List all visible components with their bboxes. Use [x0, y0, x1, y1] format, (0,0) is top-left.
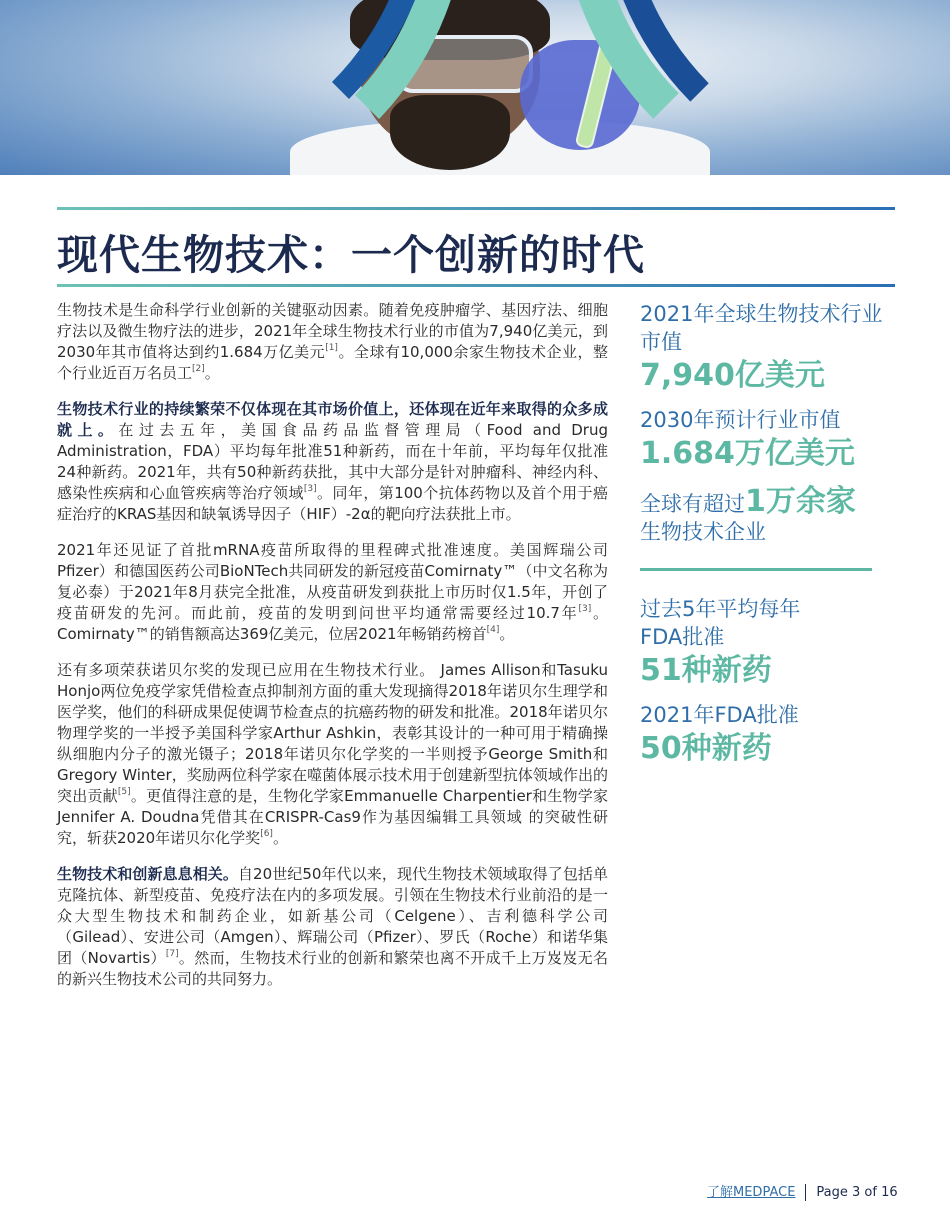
paragraph-3: 2021年还见证了首批mRNA疫苗所取得的里程碑式批准速度。美国辉瑞公司Pfizer）和德国医药公司BioNTech共同研发的新冠疫苗Comirnaty™（中文名称为复必泰）于2021年8月获完全批准，从疫苗研发到获批上市历时仅1.5年，开创了疫苗研发的先河。而此前，疫苗的发明到问世平均通常需要经过10.7年[3]。Comirnaty™的销售额高达369亿美元，位居2021年畅销药榜首[4]。 — [57, 541, 608, 643]
footer-divider — [805, 1184, 806, 1201]
paragraph-2: 生物技术行业的持续繁荣不仅体现在其市场价值上，还体现在近年来取得的众多成就上。在过去五年，美国食品药品监督管理局（Food and Drug Administration，FDA）平均每年批准51种新药，而在十年前，平均每年仅批准24种新药。2021年，共有50种新药获批，其中大部分是针对肿瘤科、神经内科、感染性疾病和心血管疾病等治疗领域[3]。同年，第100个抗体药物以及首个用于癌症治疗的KRAS基因和缺氧诱导因子（HIF）-2α的靶向疗法获批上市。 — [57, 400, 608, 523]
stat-market-2030-value: 1.684万亿美元 — [640, 436, 855, 471]
citation[interactable]: [7] — [165, 949, 179, 959]
lead-sentence: 生物技术和创新息息相关。 — [57, 865, 238, 883]
paragraph-4: 还有多项荣获诺贝尔奖的发现已应用在生物技术行业。 James Allison和Tasuku Honjo两位免疫学家凭借检查点抑制剂方面的重大发现摘得2018年诺贝尔生理学和医学奖，他们的科研成果促使调节检查点的抗癌药物的研发和批准。2018年诺贝尔物理学奖的一半授予美国科学家Arthur Ashkin，表彰其设计的一种可用于精确操纵细胞内分子的激光镊子；2018年诺贝尔化学奖的一半则授予George Smith和Gregory Winter，奖励两位科学家在噬菌体展示技术用于创建新型抗体领域作出的突出贡献[5]。更值得注意的是，生物化学家Emmanuelle Charpentier和生物学家Jennifer A. Doudna凭借其在CRISPR-Cas9作为基因编辑工具领域 的突破性研究，斩获2020年诺贝尔化学奖[6]。 — [57, 661, 608, 847]
citation[interactable]: [5] — [117, 787, 131, 797]
stats-sidebar — [640, 300, 900, 779]
citation[interactable]: [2] — [192, 364, 205, 374]
stat-fda-avg-value: 51种新药 — [640, 653, 772, 688]
sidebar-divider — [640, 568, 872, 571]
stat-fda-2021-label: 2021年FDA批准 — [640, 703, 799, 727]
title-rule-bottom — [57, 284, 895, 287]
stat-fda-avg-label: 过去5年平均每年FDA批准 — [640, 597, 801, 649]
citation[interactable]: [3] — [303, 484, 317, 494]
stat-market-2030-label: 2030年预计行业市值 — [640, 408, 841, 432]
stat-market-2021-label: 2021年全球生物技术行业市值 — [640, 302, 883, 354]
stat-fda-2021-value: 50种新药 — [640, 731, 772, 766]
citation[interactable]: [1] — [325, 343, 338, 353]
citation[interactable]: [3] — [578, 604, 592, 614]
article-body — [57, 300, 608, 1005]
paragraph-5: 生物技术和创新息息相关。自20世纪50年代以来，现代生物技术领域取得了包括单克隆抗体、新型疫苗、免疫疗法在内的多项发展。引领在生物技术行业前沿的是一众大型生物技术和制药企业，如新基公司（Celgene）、吉利德科学公司（Gilead）、安进公司（Amgen）、辉瑞公司（Pfizer）、罗氏（Roche）和诺华集团（Novartis）[7]。然而，生物技术行业的创新和繁荣也离不开成千上万岌岌无名的新兴生物技术公司的共同努力。 — [57, 865, 608, 988]
citation[interactable]: [6] — [260, 829, 273, 839]
scientist-beard — [390, 95, 510, 170]
page-number: Page 3 of 16 — [816, 1185, 898, 1200]
stat-companies: 全球有超过1万余家 生物技术企业 — [640, 484, 856, 544]
page-title: 现代生物技术：一个创新的时代 — [57, 231, 645, 279]
title-rule-top — [57, 207, 895, 210]
stat-market-2021-value: 7,940亿美元 — [640, 358, 825, 393]
learn-medpace-link[interactable]: 了解MEDPACE — [707, 1185, 796, 1200]
citation[interactable]: [4] — [486, 625, 500, 635]
lead-sentence: 生物技术行业的持续繁荣不仅体现在其市场价值上，还体现在近年来取得的众多成就上。 — [57, 400, 608, 439]
paragraph-1: 生物技术是生命科学行业创新的关键驱动因素。随着免疫肿瘤学、基因疗法、细胞疗法以及微生物疗法的进步，2021年全球生物技术行业的市值为7,940亿美元，到2030年其市值将达到约1.684万亿美元[1]。全球有10,000余家生物技术企业，整个行业近百万名员工[2]。 — [57, 301, 608, 382]
hero-image — [0, 0, 950, 175]
page-footer — [707, 1181, 898, 1201]
stat-companies-value: 1万余家 — [745, 484, 856, 519]
